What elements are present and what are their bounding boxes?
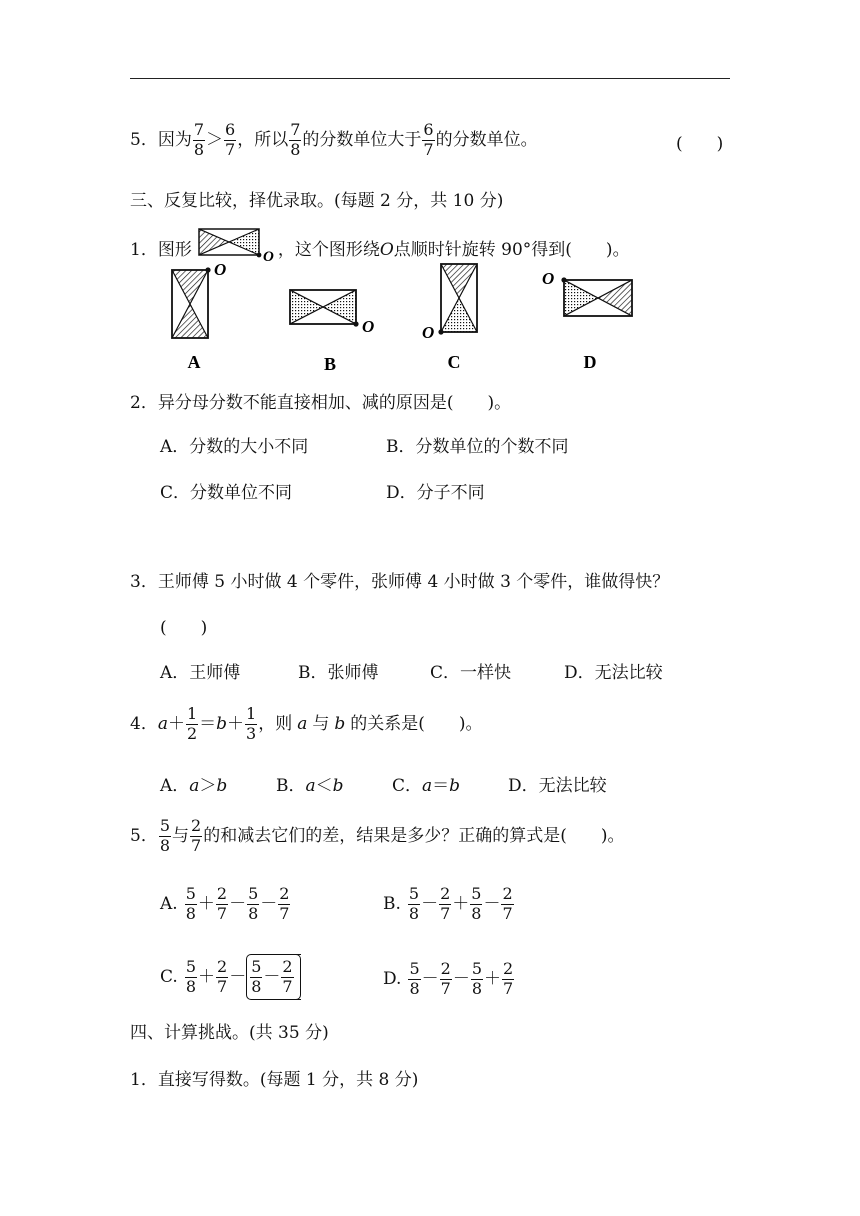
point-label: O [262,249,274,263]
greater-sign: ＞ [206,129,224,150]
fraction-1-3: $\frac{1}{3}$ [246,703,257,743]
parenthesized-group: $\frac{5}{8}$ － $\frac{2}{7}$ [246,954,300,1000]
option-figures [160,262,660,374]
q4-option-d[interactable]: D．无法比较 [508,776,607,796]
q4-option-b[interactable]: B．a＜b [276,776,344,796]
q5-option-d[interactable]: D. $\frac{5}{8}$ － $\frac{2}{7}$ － $\frac{5}{8}$ ＋ $\frac{2}{7}$ [383,958,514,998]
text: ，所以 [237,129,289,150]
svg-text:O: O [214,262,227,279]
answer-paren[interactable]: ( ) [160,618,208,638]
text: 与 [312,713,330,734]
option-d-figure[interactable] [542,269,632,316]
plus-sign: ＋ [227,713,245,734]
option-c-label: C [447,352,461,372]
equals-sign: ＝ [199,713,217,734]
question-2-stem: 2．异分母分数不能直接相加、减的原因是( )。 [130,393,512,413]
q5-option-c[interactable]: C. $\frac{5}{8}$ ＋ $\frac{2}{7}$ － $\frac{5}{8}$ － $\frac{2}{7}$ [160,952,301,1002]
svg-text:O: O [422,323,435,342]
var-a: a [157,713,168,734]
text: ，则 [258,713,293,734]
section-title: 三、反复比较，择优录取。(每题 2 分，共 10 分) [130,191,504,211]
text: 与 [172,825,190,846]
option-c-figure[interactable] [422,264,477,342]
fraction-7-8: $\frac{7}{8}$ [290,119,301,159]
fraction-6-7: $\frac{6}{7}$ [423,119,434,159]
text: 的和减去它们的差，结果是多少？正确的算式是( )。 [203,825,625,846]
var-b: b [334,713,346,734]
judge-question-5 [130,116,538,164]
q3-option-a[interactable]: A．王师傅 [160,663,241,683]
text: 图形 [157,239,192,260]
q2-option-c[interactable]: C．分数单位不同 [160,483,293,503]
q2-option-d[interactable]: D．分子不同 [386,483,485,503]
var-b: b [216,713,228,734]
question-number: 5． [130,825,158,846]
text: ，这个图形绕 [277,239,380,260]
q2-option-b[interactable]: B．分数单位的个数不同 [386,437,569,457]
svg-text:O: O [362,317,375,336]
q3-option-b[interactable]: B．张师傅 [298,663,379,683]
q4-option-a[interactable]: A．a＞b [160,776,228,796]
text: 点顺时针旋转 90°得到( )。 [393,239,630,260]
fraction-7-8: $\frac{7}{8}$ [193,119,205,159]
question-5-stem [130,812,624,860]
text: 的分数单位大于 [302,129,422,150]
plus-sign: ＋ [167,713,185,734]
q5-option-a[interactable]: A. $\frac{5}{8}$ ＋ $\frac{2}{7}$ － $\frac{5}{8}$ － $\frac{2}{7}$ [160,883,290,923]
option-a-figure[interactable] [172,262,226,338]
text: 的关系是( )。 [350,713,483,734]
point-O: O [379,239,394,260]
fraction-1-2: $\frac{1}{2}$ [186,703,198,743]
question-number: 4． [130,713,158,734]
fraction-6-7: $\frac{6}{7}$ [225,119,236,159]
option-a-label: A [187,352,201,372]
question-number: 5． [130,129,158,150]
text: 因为 [157,129,192,150]
text: 的分数单位。 [435,129,538,150]
question-number: 1． [130,239,158,260]
q2-option-a[interactable]: A．分数的大小不同 [160,437,309,457]
q4-option-c[interactable]: C．a＝b [392,776,461,796]
header-rule [130,78,730,79]
option-b-label: B [323,354,337,374]
q5-option-b[interactable]: B. $\frac{5}{8}$ － $\frac{2}{7}$ ＋ $\frac{5}{8}$ － $\frac{2}{7}$ [383,883,513,923]
fraction-5-8: $\frac{5}{8}$ [159,815,171,855]
answer-paren[interactable]: ( ) [676,134,724,154]
question-4-stem [130,700,483,748]
var-a: a [297,713,308,734]
section-title: 四、计算挑战。(共 35 分) [130,1023,329,1043]
svg-text:O: O [542,269,555,288]
option-b-figure[interactable] [290,290,374,336]
question-3-stem: 3．王师傅 5 小时做 4 个零件，张师傅 4 小时做 3 个零件，谁做得快？ [130,572,670,592]
q3-option-d[interactable]: D．无法比较 [564,663,663,683]
rotation-figure [198,227,276,263]
fraction-2-7: $\frac{2}{7}$ [191,815,202,855]
q3-option-c[interactable]: C．一样快 [430,663,512,683]
option-d-label: D [583,352,597,372]
subsection-title: 1．直接写得数。(每题 1 分，共 8 分) [130,1070,419,1090]
